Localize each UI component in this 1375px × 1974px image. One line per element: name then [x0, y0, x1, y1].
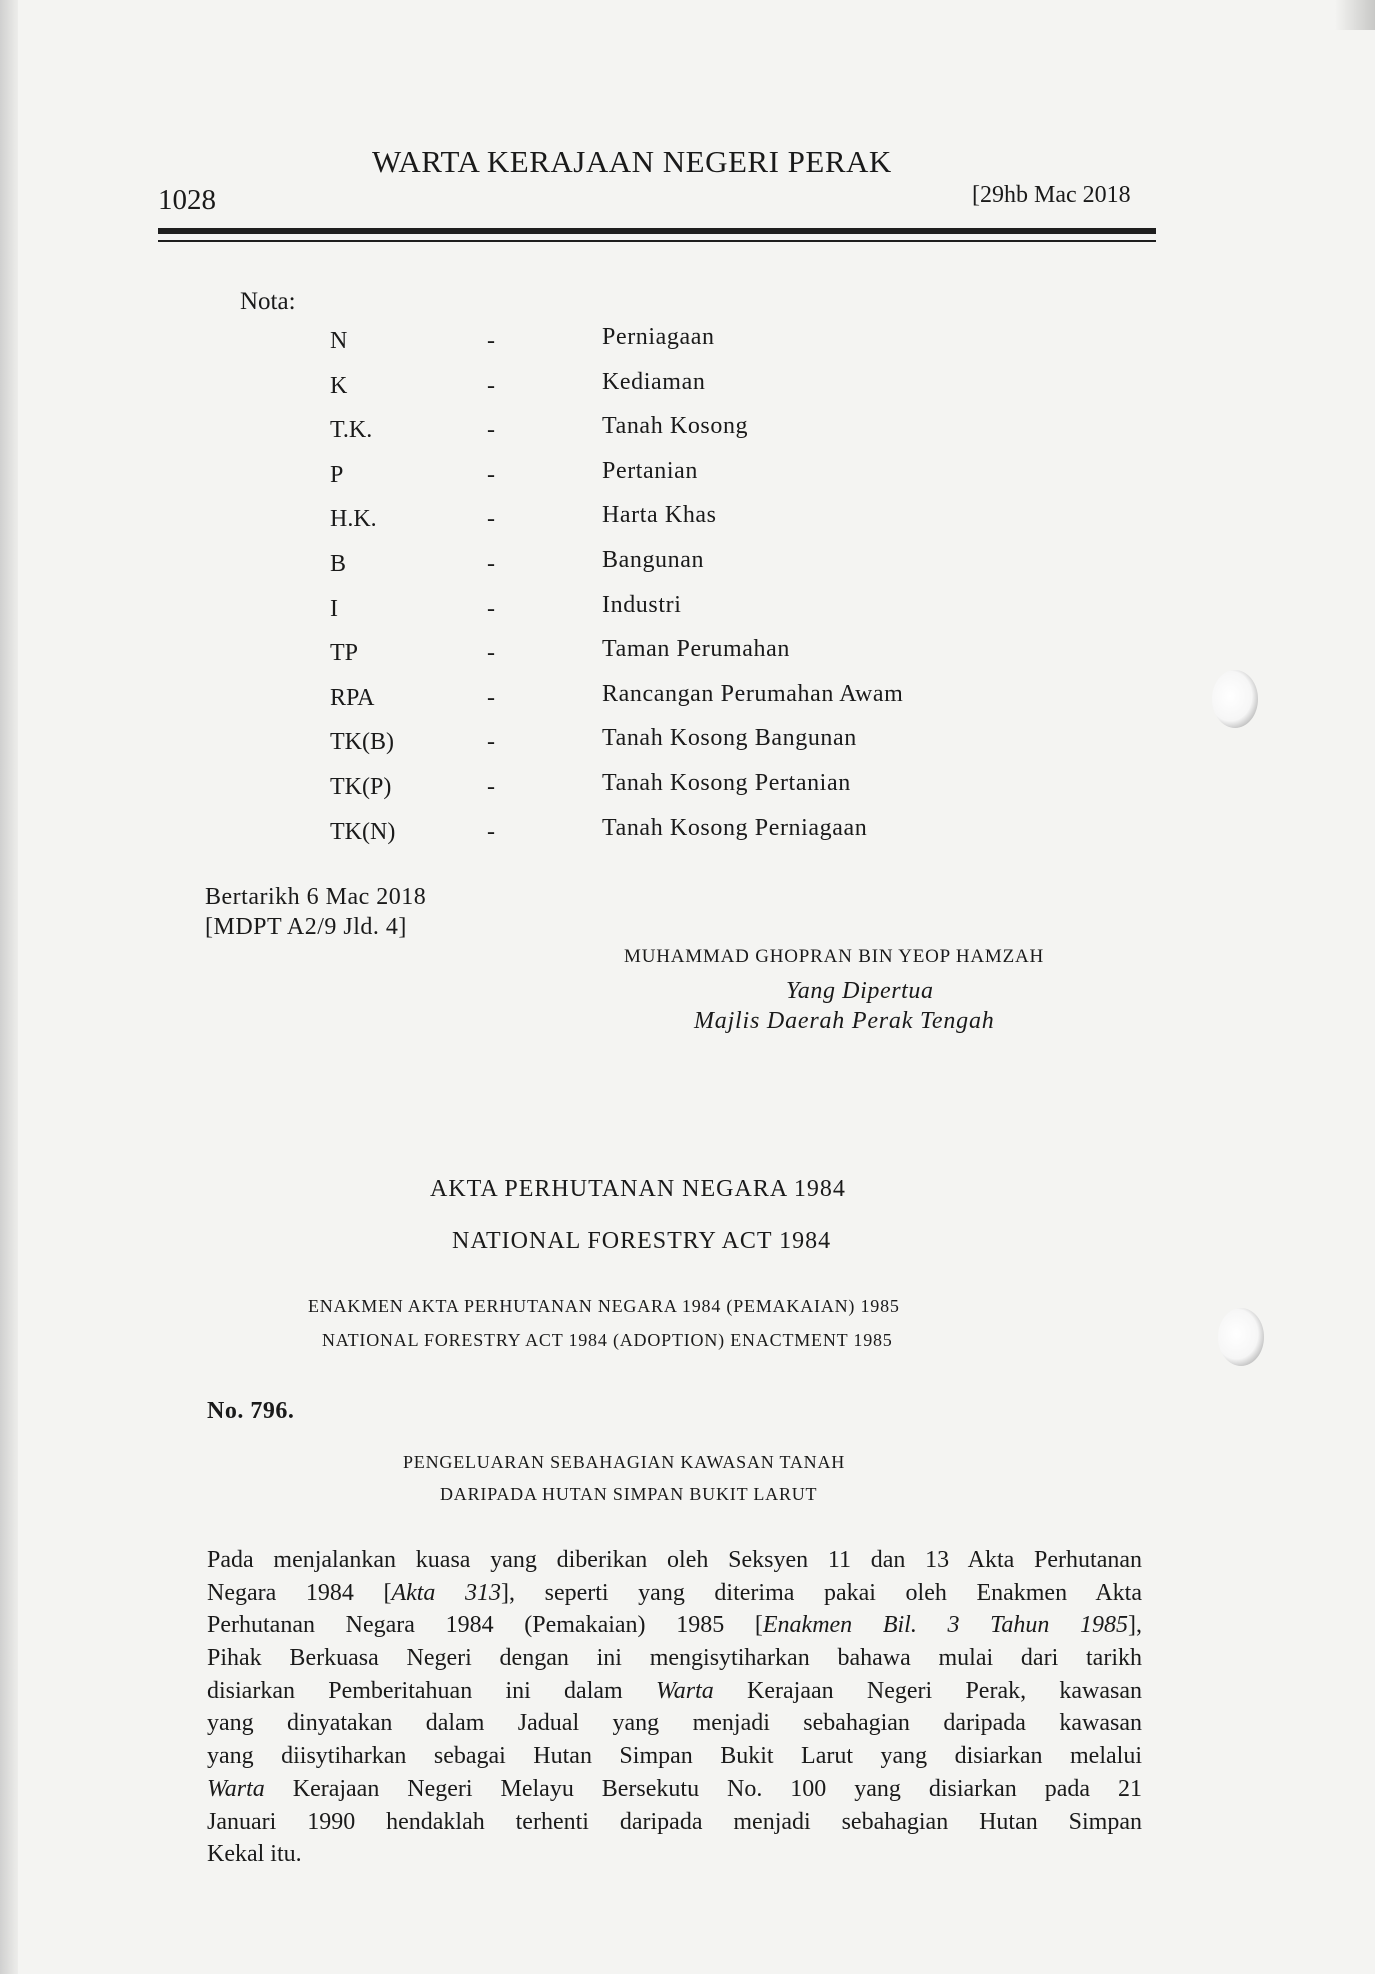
punch-hole: [1218, 1308, 1264, 1366]
punch-hole: [1212, 670, 1258, 728]
act-title-malay: AKTA PERHUTANAN NEGARA 1984: [430, 1176, 846, 1202]
nota-dash: -: [487, 417, 495, 444]
nota-row: [330, 725, 1050, 770]
nota-meaning: Tanah Kosong: [602, 413, 749, 440]
nota-dash: -: [487, 328, 495, 354]
nota-row: [330, 547, 1050, 592]
nota-code: TK(N): [330, 818, 396, 845]
page-corner-shadow: [1335, 0, 1375, 30]
notice-body: [207, 1544, 1142, 1871]
signatory-title: Yang Dipertua: [786, 978, 934, 1004]
nota-row: [330, 681, 1050, 726]
body-line: Negara 1984 [Akta 313], seperti yang diterima pakai oleh Enakmen Akta: [207, 1579, 1142, 1606]
nota-code: TK(P): [330, 773, 392, 800]
nota-code: I: [330, 595, 338, 622]
warta-word: Warta: [655, 1677, 714, 1704]
nota-meaning: Tanah Kosong Bangunan: [602, 725, 857, 752]
notice-subject-line: PENGELUARAN SEBAHAGIAN KAWASAN TANAH: [403, 1452, 846, 1472]
nota-code: K: [330, 372, 348, 399]
nota-row: [330, 458, 1050, 503]
signatory-name: MUHAMMAD GHOPRAN BIN YEOP HAMZAH: [624, 946, 1045, 967]
nota-row: [330, 413, 1050, 458]
nota-meaning: Pertanian: [602, 457, 699, 484]
nota-code: TP: [330, 640, 359, 667]
enactment-title-english: NATIONAL FORESTRY ACT 1984 (ADOPTION) ENACTMENT 1985: [322, 1330, 893, 1350]
warta-word: Warta: [207, 1775, 265, 1802]
nota-code: RPA: [330, 684, 375, 711]
nota-meaning: Kediaman: [602, 368, 706, 395]
nota-dash: -: [487, 684, 495, 711]
nota-list: [330, 324, 1050, 859]
nota-label: Nota:: [240, 288, 296, 315]
body-line: Pihak Berkuasa Negeri dengan ini mengisytiharkan bahawa mulai dari tarikh: [207, 1645, 1142, 1672]
body-line: yang diisytiharkan sebagai Hutan Simpan Bukit Larut yang disiarkan melalui: [207, 1743, 1142, 1770]
page-number: 1028: [158, 184, 216, 216]
dated-line: Bertarikh 6 Mac 2018: [205, 884, 427, 910]
nota-dash: -: [487, 595, 495, 622]
issue-date: [29hb Mac 2018: [972, 182, 1131, 208]
nota-meaning: Taman Perumahan: [602, 636, 790, 663]
nota-dash: -: [487, 372, 495, 399]
notice-number: No. 796.: [207, 1398, 295, 1424]
nota-row: [330, 636, 1050, 681]
nota-code: N: [330, 328, 348, 354]
nota-meaning: Perniagaan: [602, 324, 715, 350]
nota-code: H.K.: [330, 506, 377, 533]
page-edge-shadow: [0, 0, 18, 1974]
notice-subject-line: DARIPADA HUTAN SIMPAN BUKIT LARUT: [440, 1484, 818, 1504]
header-rule-thick: [158, 228, 1156, 234]
nota-meaning: Bangunan: [602, 546, 705, 573]
nota-row: [330, 502, 1050, 547]
nota-row: [330, 324, 1050, 369]
nota-code: TK(B): [330, 729, 394, 756]
nota-row: [330, 815, 1050, 860]
nota-dash: -: [487, 773, 495, 800]
body-line: yang dinyatakan dalam Jadual yang menjadi sebahagian daripada kawasan: [207, 1710, 1142, 1737]
nota-meaning: Tanah Kosong Pertanian: [602, 769, 851, 796]
body-line: Perhutanan Negara 1984 (Pemakaian) 1985 [Enakmen Bil. 3 Tahun 1985],: [207, 1612, 1142, 1639]
nota-dash: -: [487, 640, 495, 667]
enactment-reference: Enakmen Bil. 3 Tahun 1985: [762, 1612, 1128, 1639]
nota-meaning: Industri: [602, 591, 682, 618]
reference-number: [MDPT A2/9 Jld. 4]: [205, 914, 407, 940]
nota-meaning: Rancangan Perumahan Awam: [602, 680, 904, 707]
body-line: disiarkan Pemberitahuan ini dalam Warta Kerajaan Negeri Perak, kawasan: [207, 1677, 1142, 1704]
body-line: Pada menjalankan kuasa yang diberikan oleh Seksyen 11 dan 13 Akta Perhutanan: [207, 1547, 1142, 1573]
nota-code: B: [330, 550, 347, 577]
nota-row: [330, 369, 1050, 414]
gazette-title: WARTA KERAJAAN NEGERI PERAK: [372, 144, 892, 179]
nota-dash: -: [487, 729, 495, 756]
body-line: Warta Kerajaan Negeri Melayu Bersekutu No. 100 yang disiarkan pada 21: [207, 1775, 1142, 1802]
nota-dash: -: [487, 506, 495, 533]
nota-row: [330, 770, 1050, 815]
act-title-english: NATIONAL FORESTRY ACT 1984: [452, 1228, 832, 1254]
nota-code: T.K.: [330, 417, 373, 444]
body-line: Januari 1990 hendaklah terhenti daripada menjadi sebahagian Hutan Simpan: [207, 1808, 1142, 1835]
nota-meaning: Tanah Kosong Perniagaan: [602, 814, 868, 841]
nota-meaning: Harta Khas: [602, 502, 717, 529]
nota-code: P: [330, 461, 344, 488]
enactment-title-malay: ENAKMEN AKTA PERHUTANAN NEGARA 1984 (PEMAKAIAN) 1985: [308, 1296, 900, 1316]
nota-row: [330, 592, 1050, 637]
nota-dash: -: [487, 461, 495, 488]
signatory-organisation: Majlis Daerah Perak Tengah: [694, 1008, 995, 1034]
header-rule-thin: [158, 240, 1156, 242]
body-line: Kekal itu.: [207, 1841, 302, 1868]
act-reference: Akta 313: [391, 1579, 502, 1606]
nota-dash: -: [487, 550, 495, 577]
nota-dash: -: [487, 818, 495, 845]
